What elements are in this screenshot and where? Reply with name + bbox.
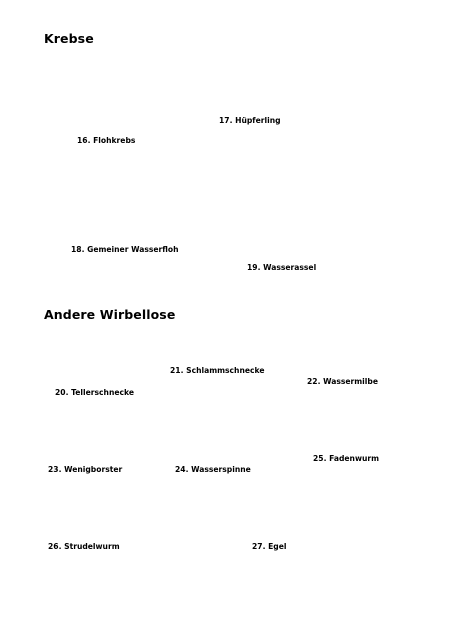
caption-gemeiner-wasserfloh: 18. Gemeiner Wasserfloh	[71, 245, 179, 254]
caption-egel: 27. Egel	[252, 542, 287, 551]
caption-fadenwurm: 25. Fadenwurm	[313, 454, 380, 463]
caption-tellerschnecke: 20. Tellerschnecke	[55, 388, 134, 397]
caption-wasserspinne: 24. Wasserspinne	[175, 465, 251, 474]
caption-wassermilbe: 22. Wassermilbe	[307, 377, 378, 386]
caption-strudelwurm: 26. Strudelwurm	[48, 542, 120, 551]
caption-wenigborster: 23. Wenigborster	[48, 465, 123, 474]
caption-wasserassel: 19. Wasserassel	[247, 263, 317, 272]
section-heading-andere-wirbellose: Andere Wirbellose	[44, 307, 176, 322]
section-heading-krebse: Krebse	[44, 31, 94, 46]
caption-huepferling: 17. Hüpferling	[219, 116, 281, 125]
caption-schlammschnecke: 21. Schlammschnecke	[170, 366, 265, 375]
caption-flohkrebs: 16. Flohkrebs	[77, 136, 136, 145]
